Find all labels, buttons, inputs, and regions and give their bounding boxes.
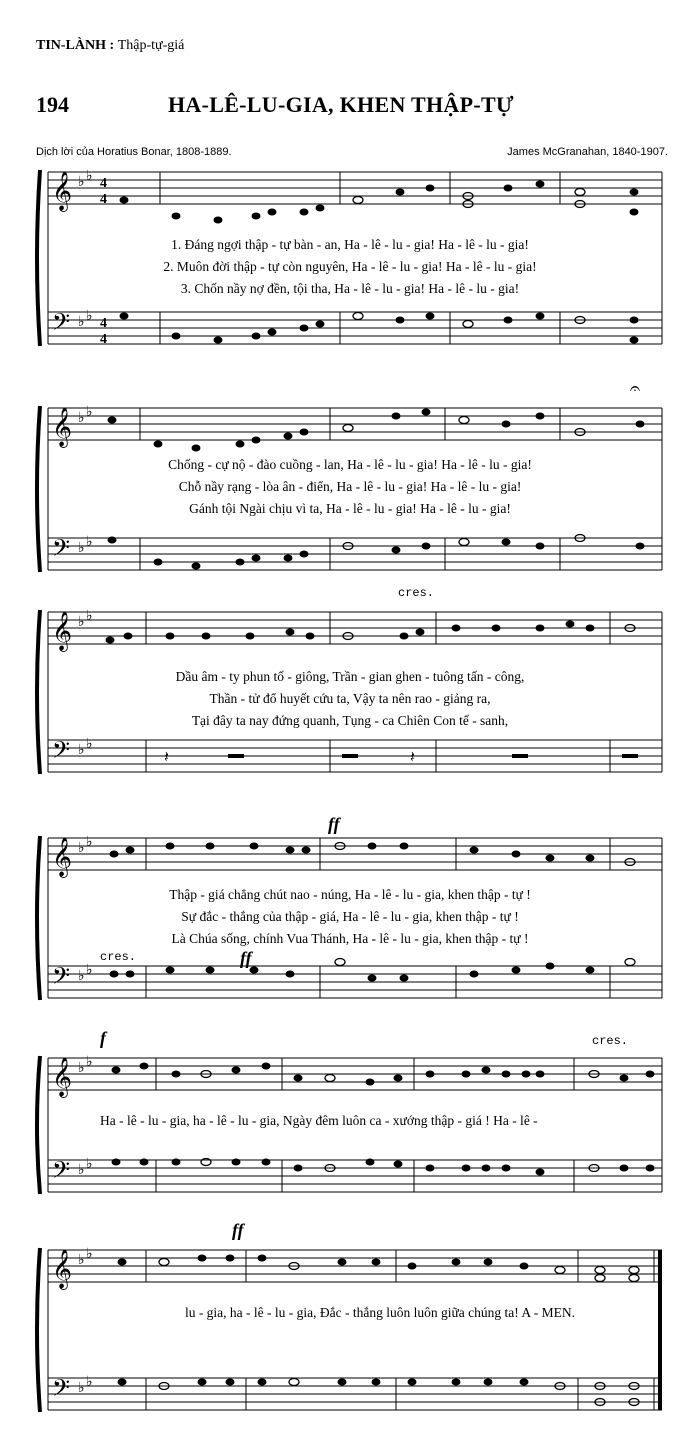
- lyric-verse-3: 3. Chốn nầy nợ đền, tội tha, Ha - lê - lu - gia! Ha - lê - lu - gia!: [180, 281, 520, 296]
- lyrics-block: [40, 454, 660, 520]
- svg-text:4: 4: [100, 332, 107, 347]
- bass-clef-icon: 𝄢: [52, 308, 71, 341]
- lyrics-block: [100, 1302, 660, 1324]
- ff-marking: ff: [232, 1220, 244, 1240]
- lyrics-block: [100, 1110, 660, 1132]
- music-system-6: [0, 1220, 700, 1430]
- cres-marking: cres.: [398, 586, 435, 600]
- fermata-icon: 𝄐: [630, 378, 641, 398]
- lyric-verse-2: Sự đắc - thắng của thập - giá, Ha - lê - lu - gia, khen thập - tự !: [181, 909, 519, 924]
- lyric-verse-3: Là Chúa sống, chính Vua Thánh, Ha - lê - lu - gia, khen thập - tự !: [171, 931, 529, 946]
- svg-text:♭: ♭: [86, 309, 93, 324]
- svg-text:♭: ♭: [78, 1163, 85, 1178]
- svg-text:♭: ♭: [86, 535, 93, 550]
- treble-clef-icon: 𝄞: [52, 1249, 73, 1289]
- bass-clef-icon: 𝄢: [52, 736, 71, 769]
- svg-text:♭: ♭: [86, 609, 93, 624]
- svg-text:♭: ♭: [78, 841, 85, 856]
- lyric-verse-1: Thập - giá chẳng chút nao - núng, Ha - lê - lu - gia, khen thập - tự !: [169, 887, 531, 902]
- music-system-1: [0, 160, 700, 360]
- music-system-2: [0, 376, 700, 586]
- lyrics-block: [40, 234, 660, 300]
- svg-text:♭: ♭: [86, 405, 93, 420]
- lyric-verse-1: 1. Đáng ngợi thập - tự bàn - an, Ha - lê - lu - gia! Ha - lê - lu - gia!: [171, 237, 529, 252]
- lyric-verse-1: Chống - cự nộ - đào cuồng - lan, Ha - lê - lu - gia! Ha - lê - lu - gia!: [168, 457, 532, 472]
- cres-marking: cres.: [592, 1034, 629, 1048]
- treble-clef-icon: 𝄞: [52, 611, 73, 651]
- words-credit: Dịch lời của Horatius Bonar, 1808-1889.: [36, 146, 232, 158]
- treble-clef-icon: 𝄞: [52, 1057, 73, 1097]
- svg-text:♭: ♭: [78, 315, 85, 330]
- svg-text:𝄽: 𝄽: [164, 747, 169, 766]
- bass-clef-icon: 𝄢: [52, 534, 71, 567]
- ff-marking: ff: [328, 814, 340, 834]
- section-name: TIN-LÀNH: [36, 38, 107, 53]
- bass-clef-icon: 𝄢: [52, 1374, 71, 1407]
- svg-text:4: 4: [100, 316, 107, 331]
- svg-text:♭: ♭: [86, 1247, 93, 1262]
- svg-text:4: 4: [100, 176, 107, 191]
- svg-text:♭: ♭: [78, 1253, 85, 1268]
- svg-text:♭: ♭: [78, 743, 85, 758]
- f-marking: f: [100, 1028, 106, 1048]
- svg-text:𝄽: 𝄽: [410, 747, 415, 766]
- bass-clef-icon: 𝄢: [52, 1156, 71, 1189]
- grand-staff: [0, 1220, 700, 1430]
- svg-text:♭: ♭: [86, 1157, 93, 1172]
- svg-text:♭: ♭: [78, 411, 85, 426]
- lyric-verse-2: Thần - tử đổ huyết cứu ta, Vậy ta nên rao - giảng ra,: [209, 691, 491, 706]
- hymn-number: 194: [36, 92, 69, 117]
- music-system-5: [0, 1022, 700, 1212]
- svg-text:♭: ♭: [86, 1055, 93, 1070]
- svg-text:♭: ♭: [86, 169, 93, 184]
- lyric-line: lu - gia, ha - lê - lu - gia, Đắc - thắng luôn luôn giữa chúng ta! A - MEN.: [184, 1305, 576, 1320]
- lyrics-block: [40, 884, 660, 950]
- lyric-verse-2: Chỗ nầy rạng - lòa ân - điển, Ha - lê - lu - gia! Ha - lê - lu - gia!: [178, 479, 522, 494]
- lyric-verse-3: Tại đây ta nay đứng quanh, Tụng - ca Chiên Con tế - sanh,: [191, 713, 509, 728]
- treble-clef-icon: 𝄞: [52, 171, 73, 211]
- svg-text:♭: ♭: [78, 1381, 85, 1396]
- svg-text:♭: ♭: [86, 737, 93, 752]
- lyric-verse-2: 2. Muôn đời thập - tự còn nguyên, Ha - lê - lu - gia! Ha - lê - lu - gia!: [163, 259, 537, 274]
- ff-marking: ff: [240, 948, 252, 968]
- section-header: TIN-LÀNH : Thập-tự-giá: [36, 38, 185, 53]
- treble-clef-icon: 𝄞: [52, 837, 73, 877]
- svg-text:♭: ♭: [78, 969, 85, 984]
- lyric-line: Ha - lê - lu - gia, ha - lê - lu - gia, Ngày đêm luôn ca - xướng thập - giá ! Ha - lê -: [100, 1113, 538, 1128]
- music-system-4: [0, 808, 700, 1014]
- lyric-verse-1: Dầu âm - ty phun tố - giông, Trần - gian ghen - tuông tấn - công,: [175, 669, 525, 684]
- hymn-title: HA-LÊ-LU-GIA, KHEN THẬP-TỰ: [168, 92, 514, 117]
- subsection-name: Thập-tự-giá: [117, 38, 185, 53]
- treble-clef-icon: 𝄞: [52, 407, 73, 447]
- lyrics-block: [40, 666, 660, 732]
- svg-text:4: 4: [100, 192, 107, 207]
- svg-text:♭: ♭: [86, 1375, 93, 1390]
- svg-text:♭: ♭: [78, 615, 85, 630]
- svg-text:♭: ♭: [78, 541, 85, 556]
- music-credit: James McGranahan, 1840-1907.: [507, 146, 668, 158]
- lyric-verse-3: Gánh tội Ngài chịu vì ta, Ha - lê - lu - gia! Ha - lê - lu - gia!: [189, 501, 511, 516]
- bass-clef-icon: 𝄢: [52, 962, 71, 995]
- cres-marking: cres.: [100, 950, 137, 964]
- svg-text:♭: ♭: [86, 963, 93, 978]
- svg-text:♭: ♭: [78, 175, 85, 190]
- svg-text:♭: ♭: [78, 1061, 85, 1076]
- svg-text:♭: ♭: [86, 835, 93, 850]
- music-system-3: [0, 586, 700, 800]
